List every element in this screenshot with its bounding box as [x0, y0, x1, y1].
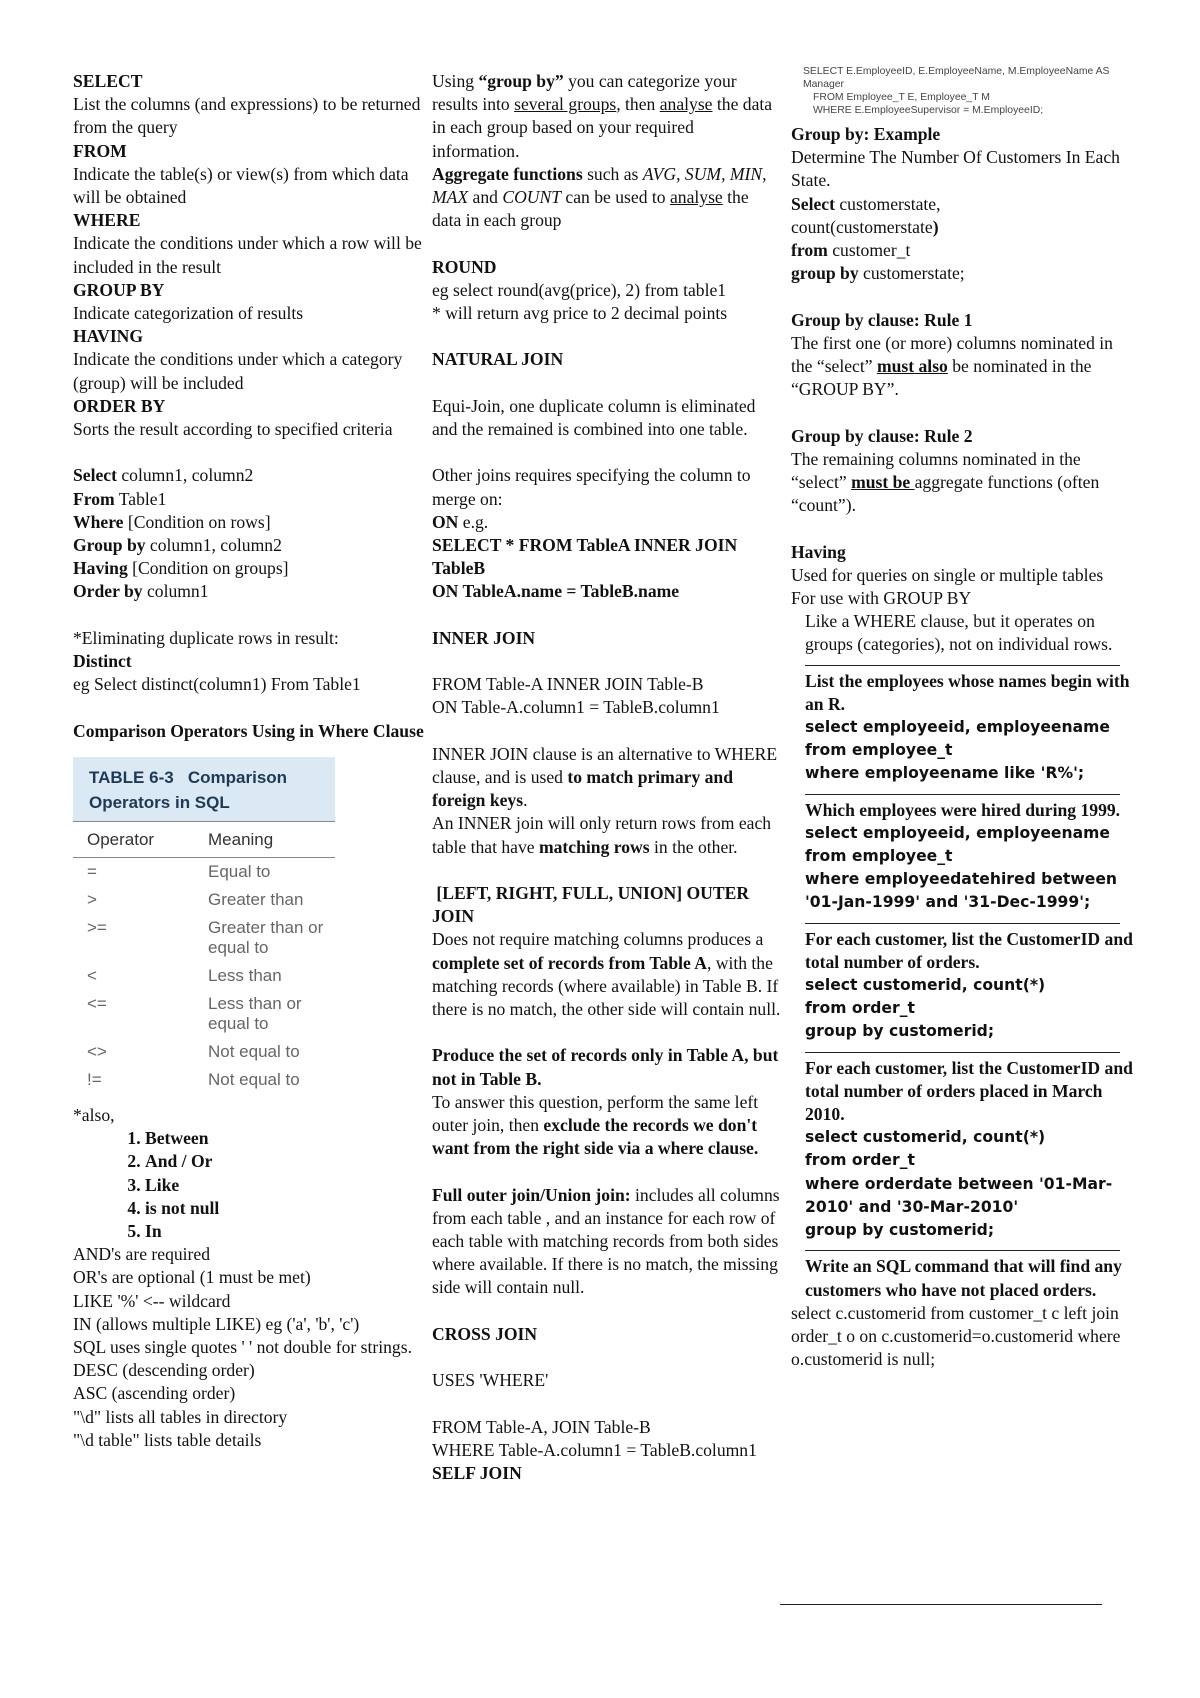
inner-join-desc-2: An INNER join will only return rows from each table that have matching rows in the other. — [432, 813, 772, 857]
select-desc: List the columns (and expressions) to be returned from the query — [73, 94, 421, 138]
inner-join-line-1: FROM Table-A INNER JOIN Table-B — [432, 674, 704, 695]
groupby-example-line: from customer_t — [791, 240, 911, 261]
cross-join-desc: USES 'WHERE' — [432, 1370, 549, 1391]
orderby-heading: ORDER BY — [73, 395, 166, 416]
round-heading: ROUND — [432, 256, 497, 277]
divider — [805, 794, 1120, 795]
table-row: < Less than — [87, 966, 282, 986]
table-row: > Greater than — [87, 890, 304, 910]
cross-join-heading: CROSS JOIN — [432, 1323, 538, 1344]
sql-line: where orderdate between '01-Mar-2010' and '30-Mar-2010' — [805, 1174, 1113, 1216]
table-row: <> Not equal to — [87, 1042, 300, 1062]
groupby-example-heading: Group by: Example — [791, 124, 941, 144]
groupby-heading: GROUP BY — [73, 279, 165, 300]
having-line: Used for queries on single or multiple tables — [791, 564, 1104, 585]
rule-2-heading: Group by clause: Rule 2 — [791, 425, 973, 446]
note-line: ASC (ascending order) — [73, 1383, 236, 1404]
note-line: "\d" lists all tables in directory — [73, 1406, 288, 1427]
sql-line: where employeename like 'R%'; — [805, 764, 1085, 783]
table-row: != Not equal to — [87, 1070, 300, 1090]
round-note: * will return avg price to 2 decimal points — [432, 303, 728, 324]
comparison-operators-table — [73, 757, 335, 1094]
note-line: SQL uses single quotes ' ' not double for strings. — [73, 1337, 412, 1358]
table-row: = Equal to — [87, 862, 271, 882]
sql-line: from employee_t — [805, 847, 953, 866]
round-example: eg select round(avg(price), 2) from table1 — [432, 279, 727, 300]
outer-join-heading: [LEFT, RIGHT, FULL, UNION] OUTER JOIN — [432, 882, 754, 927]
syntax-line: Having [Condition on groups] — [73, 558, 289, 579]
distinct-heading: Distinct — [73, 651, 132, 672]
sql-line: where employeedatehired between '01-Jan-1999' and '31-Dec-1999'; — [805, 870, 1118, 912]
having-line: For use with GROUP BY — [791, 588, 972, 609]
syntax-line: Group by column1, column2 — [73, 535, 282, 556]
column-2 — [432, 70, 782, 1485]
having-desc: Indicate the conditions under which a category (group) will be included — [73, 349, 403, 393]
full-outer-join: Full outer join/Union join: includes all columns from each table , and an instance for each row of each table with matching records from both sides where available. If there is no match, the missing side will contain null. — [432, 1184, 780, 1298]
syntax-line: Select column1, column2 — [73, 465, 254, 486]
select-heading: SELECT — [73, 71, 143, 91]
having-heading: Having — [791, 541, 846, 562]
only-table-a-desc: To answer this question, perform the same left outer join, then exclude the records we don't want from the right side via a where clause. — [432, 1091, 759, 1159]
sql-line: select customerid, count(*) — [805, 1128, 1046, 1147]
sql-line: group by customerid; — [805, 1022, 995, 1041]
notes — [73, 1243, 428, 1452]
question-3: For each customer, list the CustomerID and total number of orders. — [805, 928, 1133, 972]
eliminate-note: *Eliminating duplicate rows in result: — [73, 627, 339, 648]
natural-join-desc: Equi-Join, one duplicate column is eliminated and the remained is combined into one table. — [432, 395, 756, 439]
other-joins-note: Other joins requires specifying the column to merge on: — [432, 465, 751, 509]
on-example-2: ON TableA.name = TableB.name — [432, 581, 680, 602]
where-heading: WHERE — [73, 210, 141, 231]
inner-join-heading: INNER JOIN — [432, 627, 536, 648]
question-4: For each customer, list the CustomerID and total number of orders placed in March 2010. — [805, 1057, 1133, 1125]
note-line: DESC (descending order) — [73, 1360, 255, 1381]
sql-line: select customerid, count(*) — [805, 976, 1046, 995]
inner-join-line-2: ON Table-A.column1 = TableB.column1 — [432, 697, 720, 718]
only-table-a-heading: Produce the set of records only in Table A, but not in Table B. — [432, 1045, 779, 1089]
sql-line: from order_t — [805, 1151, 915, 1170]
groupby-example-desc: Determine The Number Of Customers In Each State. — [791, 147, 1120, 191]
note-line: LIKE '%' <-- wildcard — [73, 1290, 231, 1311]
also-list — [73, 1127, 428, 1243]
syntax-line: Order by column1 — [73, 581, 209, 602]
distinct-example: eg Select distinct(column1) From Table1 — [73, 674, 361, 695]
note-line: IN (allows multiple LIKE) eg ('a', 'b', 'c') — [73, 1313, 360, 1334]
self-join-snippet: SELECT E.EmployeeID, E.EmployeeName, M.EmployeeName AS Manager FROM Employee_T E, Employee_T M WHERE E.EmployeeSupervisor = M.EmployeeID; — [803, 66, 1110, 116]
self-join-heading: SELF JOIN — [432, 1462, 522, 1483]
sql-line: from order_t — [805, 999, 915, 1018]
on-example-1: SELECT * FROM TableA INNER JOIN TableB — [432, 535, 738, 579]
list-item: 5. In — [145, 1220, 428, 1243]
groupby-intro: Using “group by” you can categorize your results into several groups, then analyse the data in each group based on your required information. — [432, 71, 773, 161]
note-line: "\d table" lists table details — [73, 1429, 262, 1450]
groupby-desc: Indicate categorization of results — [73, 303, 304, 324]
syntax-block — [73, 464, 428, 603]
natural-join-heading: NATURAL JOIN — [432, 349, 564, 370]
sql-line: from employee_t — [805, 741, 953, 760]
table-caption: TABLE 6-3 Comparison Operators in SQL — [73, 757, 335, 821]
rule-1-desc: The first one (or more) columns nominated in the “select” must also be nominated in the “GROUP BY”. — [791, 332, 1113, 400]
also-label: *also, — [73, 1105, 115, 1126]
note-line: OR's are optional (1 must be met) — [73, 1267, 311, 1288]
outer-join-desc: Does not require matching columns produces a complete set of records from Table A, with the matching records (where available) in Table B. If there is no match, the other side will contain null. — [432, 929, 781, 1019]
cross-join-line-1: FROM Table-A, JOIN Table-B — [432, 1416, 651, 1437]
sql-line: select employeeid, employeename — [805, 718, 1110, 737]
table-header: Operator Meaning — [73, 821, 335, 858]
groupby-example-line: group by customerstate; — [791, 263, 965, 284]
bottom-divider — [780, 1604, 1102, 1605]
syntax-line: From Table1 — [73, 488, 167, 509]
inner-join-desc: INNER JOIN clause is an alternative to WHERE clause, and is used to match primary and foreign keys. — [432, 743, 778, 811]
question-2: Which employees were hired during 1999. — [805, 799, 1121, 820]
divider — [805, 1052, 1120, 1053]
list-item: 1. Between — [145, 1127, 428, 1150]
aggregate-functions: Aggregate functions such as AVG, SUM, MIN, MAX and COUNT can be used to analyse the data in each group — [432, 163, 767, 231]
from-heading: FROM — [73, 140, 127, 161]
rule-1-heading: Group by clause: Rule 1 — [791, 309, 973, 330]
where-desc: Indicate the conditions under which a row will be included in the result — [73, 233, 422, 277]
syntax-line: Where [Condition on rows] — [73, 511, 271, 532]
groupby-example-line: count(customerstate) — [791, 216, 939, 237]
rule-2-desc: The remaining columns nominated in the “select” must be aggregate functions (often “count”). — [791, 448, 1100, 516]
orderby-desc: Sorts the result according to specified criteria — [73, 419, 393, 440]
having-heading: HAVING — [73, 326, 144, 347]
having-line: Like a WHERE clause, but it operates on groups (categories), not on individual rows. — [805, 611, 1113, 655]
on-label: ON e.g. — [432, 511, 489, 532]
divider — [805, 665, 1120, 666]
note-line: AND's are required — [73, 1244, 211, 1265]
question-5: Write an SQL command that will find any customers who have not placed orders. — [805, 1256, 1122, 1300]
column-3 — [791, 66, 1136, 1371]
list-item: 2. And / Or — [145, 1150, 428, 1173]
sql-answer-5: select c.customerid from customer_t c left join order_t o on c.customerid=o.customerid where o.customerid is null; — [791, 1302, 1121, 1370]
table-row: >= Greater than or equal to — [87, 918, 324, 958]
sql-line: group by customerid; — [805, 1221, 995, 1240]
from-desc: Indicate the table(s) or view(s) from which data will be obtained — [73, 163, 409, 208]
divider — [805, 1250, 1120, 1251]
sql-line: select employeeid, employeename — [805, 823, 1110, 842]
divider — [805, 923, 1120, 924]
groupby-example-line: Select customerstate, — [791, 193, 941, 214]
column-1 — [73, 70, 428, 1452]
list-item: 4. is not null — [145, 1197, 428, 1220]
comparison-heading: Comparison Operators Using in Where Clause — [73, 720, 424, 741]
list-item: 3. Like — [145, 1174, 428, 1197]
table-row: <= Less than or equal to — [87, 994, 302, 1034]
question-1: List the employees whose names begin with an R. — [805, 670, 1130, 714]
cross-join-line-2: WHERE Table-A.column1 = TableB.column1 — [432, 1439, 757, 1460]
